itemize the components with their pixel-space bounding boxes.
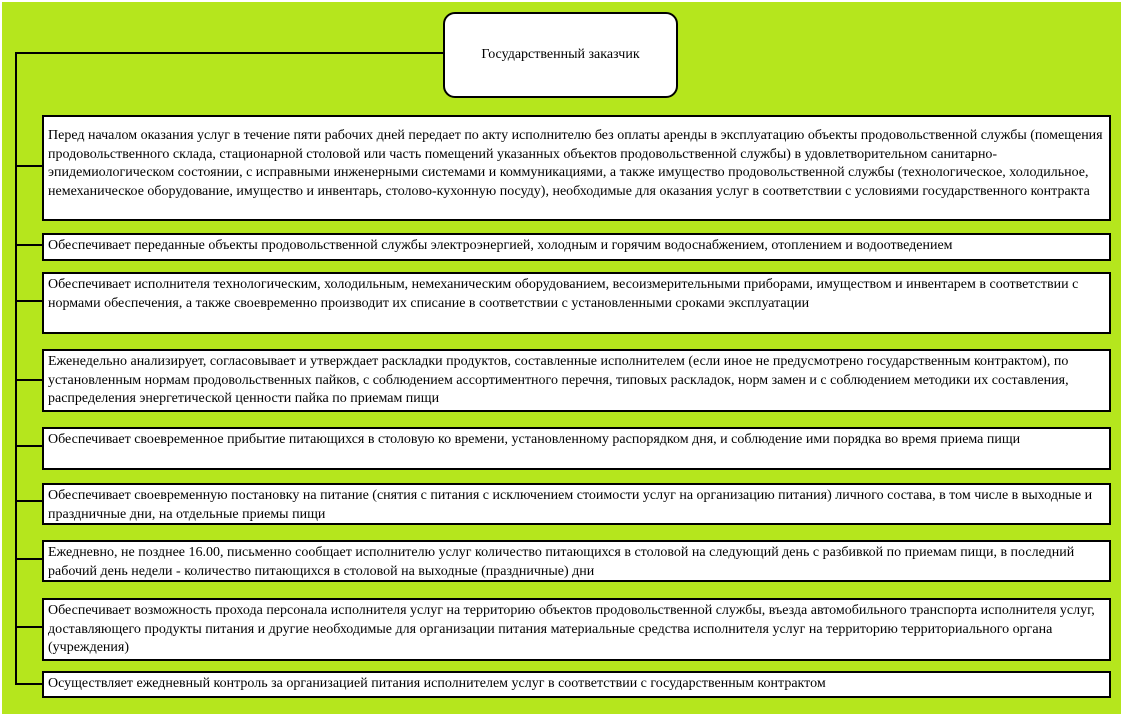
- duty-box-7: Ежедневно, не позднее 16.00, письменно сообщает исполнителю услуг количество питающихся в столовой на следующий день с разбивкой по приемам пищи, в последний рабочий день недели - количество питающихся в столовой на выходные (праздничные) дни: [42, 540, 1111, 582]
- duty-box-9: Осуществляет ежедневный контроль за организацией питания исполнителем услуг в соответствии с государственным контрактом: [42, 671, 1111, 698]
- duty-box-2: Обеспечивает переданные объекты продовольственной службы электроэнергией, холодным и горячим водоснабжением, отоплением и водоотведением: [42, 233, 1111, 261]
- duty-box-5: Обеспечивает своевременное прибытие питающихся в столовую ко времени, установленному распорядком дня, и соблюдение ими порядка во время приема пищи: [42, 427, 1111, 470]
- root-node-customer: [443, 12, 678, 98]
- duty-box-3: Обеспечивает исполнителя технологическим, холодильным, немеханическим оборудованием, весоизмерительными приборами, имуществом и инвентарем в соответствии с нормами обеспечения, а также своевременно производит их списание в соответствии с установленными сроками эксплуатации: [42, 272, 1111, 334]
- diagram-canvas: [2, 2, 1121, 714]
- duty-box-8: Обеспечивает возможность прохода персонала исполнителя услуг на территорию объектов продовольственной службы, въезда автомобильного транспорта исполнителя услуг, доставляющего продукты питания и другие необходимые для организации питания материальные средства исполнителя услуг на территорию территориального органа (учреждения): [42, 598, 1111, 661]
- duty-box-6: Обеспечивает своевременную постановку на питание (снятия с питания с исключением стоимости услуг на организацию питания) личного состава, в том числе в выходные и праздничные дни, на отдельные приемы пищи: [42, 483, 1111, 525]
- duty-box-1: Перед началом оказания услуг в течение пяти рабочих дней передает по акту исполнителю без оплаты аренды в эксплуатацию объекты продовольственной службы (помещения продовольственного склада, стационарной столовой или часть помещений указанных объектов продовольственной службы) в удовлетворительном санитарно-эпидемиологическом состоянии, с исправными инженерными системами и коммуникациями, а также имущество продовольственной службы (технологическое, холодильное, немеханическое оборудование, имущество и инвентарь, столово-кухонную посуду), необходимые для оказания услуг в соответствии с условиями государственного контракта: [42, 115, 1111, 221]
- duty-box-4: Еженедельно анализирует, согласовывает и утверждает раскладки продуктов, составленные исполнителем (если иное не предусмотрено государственным контрактом), по установленным нормам продовольственных пайков, с соблюдением ассортиментного перечня, типовых раскладок, норм замен и с соблюдением методики их составления, распределения энергетической ценности пайка по приемам пищи: [42, 349, 1111, 412]
- root-label: Государственный заказчик: [481, 47, 640, 62]
